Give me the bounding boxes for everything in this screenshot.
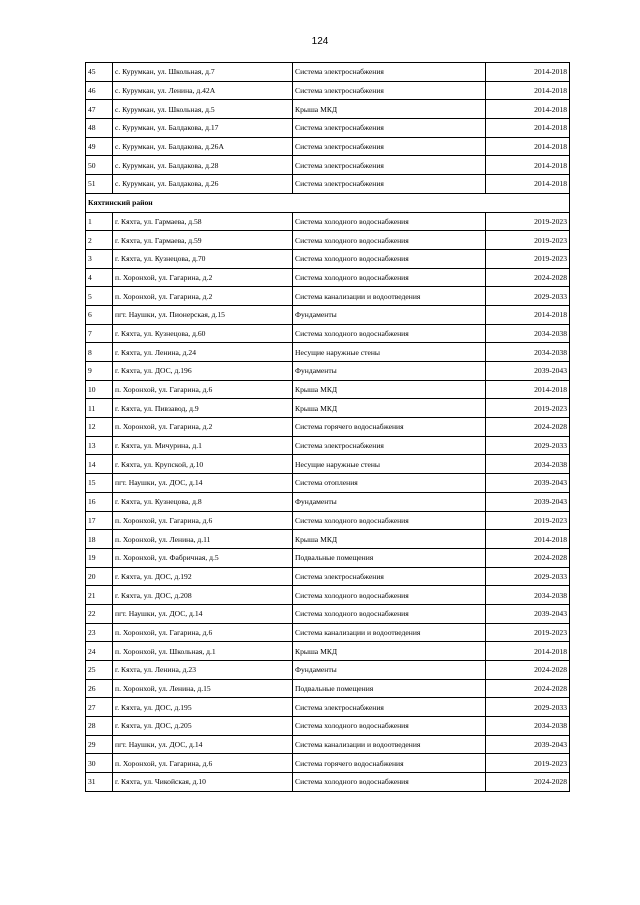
period-cell: 2039-2043 (486, 735, 570, 754)
system-cell: Система холодного водоснабжения (293, 511, 486, 530)
address-cell: п. Хоронхой, ул. Ленина, д.11 (113, 530, 293, 549)
period-cell: 2034-2038 (486, 586, 570, 605)
address-cell: п. Хоронхой, ул. Гагарина, д.2 (113, 287, 293, 306)
period-cell: 2019-2023 (486, 212, 570, 231)
address-cell: п. Хоронхой, ул. Гагарина, д.6 (113, 511, 293, 530)
period-cell: 2019-2023 (486, 231, 570, 250)
system-cell: Система холодного водоснабжения (293, 231, 486, 250)
period-cell: 2019-2023 (486, 754, 570, 773)
period-cell: 2019-2023 (486, 511, 570, 530)
table-row (86, 698, 570, 717)
table-row (86, 175, 570, 194)
address-cell: г. Кяхта, ул. Чикойская, д.10 (113, 773, 293, 792)
address-cell: п. Хоронхой, ул. Ленина, д.15 (113, 679, 293, 698)
period-cell: 2039-2043 (486, 362, 570, 381)
table-row (86, 754, 570, 773)
period-cell: 2039-2043 (486, 604, 570, 623)
system-cell: Система отопления (293, 474, 486, 493)
period-cell: 2034-2038 (486, 717, 570, 736)
period-cell: 2019-2023 (486, 249, 570, 268)
period-cell: 2024-2028 (486, 418, 570, 437)
table-row (86, 436, 570, 455)
table-row (86, 156, 570, 175)
period-cell: 2034-2038 (486, 324, 570, 343)
system-cell: Система электроснабжения (293, 567, 486, 586)
system-cell: Несущие наружные стены (293, 455, 486, 474)
system-cell: Система электроснабжения (293, 698, 486, 717)
row-number-cell: 17 (86, 511, 113, 530)
address-cell: п. Хоронхой, ул. Гагарина, д.6 (113, 623, 293, 642)
period-cell: 2014-2018 (486, 63, 570, 82)
system-cell: Система горячего водоснабжения (293, 418, 486, 437)
row-number-cell: 21 (86, 586, 113, 605)
address-cell: г. Кяхта, ул. Ленина, д.23 (113, 661, 293, 680)
table-row (86, 492, 570, 511)
address-cell: п. Хоронхой, ул. Гагарина, д.6 (113, 754, 293, 773)
address-cell: г. Кяхта, ул. Пивзавод, д.9 (113, 399, 293, 418)
row-number-cell: 2 (86, 231, 113, 250)
row-number-cell: 8 (86, 343, 113, 362)
period-cell: 2039-2043 (486, 492, 570, 511)
system-cell: Система электроснабжения (293, 137, 486, 156)
period-cell: 2024-2028 (486, 268, 570, 287)
row-number-cell: 23 (86, 623, 113, 642)
table-row (86, 455, 570, 474)
table-row (86, 773, 570, 792)
system-cell: Система холодного водоснабжения (293, 268, 486, 287)
address-cell: с. Курумкан, ул. Школьная, д.7 (113, 63, 293, 82)
period-cell: 2024-2028 (486, 548, 570, 567)
table-row (86, 380, 570, 399)
system-cell: Фундаменты (293, 362, 486, 381)
row-number-cell: 31 (86, 773, 113, 792)
system-cell: Система электроснабжения (293, 81, 486, 100)
period-cell: 2014-2018 (486, 530, 570, 549)
row-number-cell: 19 (86, 548, 113, 567)
address-cell: с. Курумкан, ул. Ленина, д.42А (113, 81, 293, 100)
system-cell: Система электроснабжения (293, 63, 486, 82)
address-cell: с. Курумкан, ул. Балдакова, д.26 (113, 175, 293, 194)
address-cell: пгт. Наушки, ул. ДОС, д.14 (113, 735, 293, 754)
row-number-cell: 49 (86, 137, 113, 156)
table-row (86, 63, 570, 82)
table-row (86, 717, 570, 736)
table-row (86, 567, 570, 586)
row-number-cell: 11 (86, 399, 113, 418)
address-cell: г. Кяхта, ул. ДОС, д.192 (113, 567, 293, 586)
address-cell: г. Кяхта, ул. Кузнецова, д.70 (113, 249, 293, 268)
row-number-cell: 47 (86, 100, 113, 119)
system-cell: Система канализации и водоотведения (293, 287, 486, 306)
system-cell: Подвальные помещения (293, 679, 486, 698)
row-number-cell: 20 (86, 567, 113, 586)
row-number-cell: 25 (86, 661, 113, 680)
system-cell: Фундаменты (293, 661, 486, 680)
address-cell: пгт. Наушки, ул. Пионерская, д.15 (113, 305, 293, 324)
system-cell: Крыша МКД (293, 380, 486, 399)
table-row (86, 343, 570, 362)
period-cell: 2024-2028 (486, 679, 570, 698)
table-row (86, 324, 570, 343)
address-cell: г. Кяхта, ул. Мичурина, д.1 (113, 436, 293, 455)
system-cell: Система холодного водоснабжения (293, 586, 486, 605)
row-number-cell: 6 (86, 305, 113, 324)
table-row (86, 474, 570, 493)
system-cell: Фундаменты (293, 305, 486, 324)
address-cell: пгт. Наушки, ул. ДОС, д.14 (113, 474, 293, 493)
period-cell: 2014-2018 (486, 119, 570, 138)
section-row (86, 193, 570, 212)
row-number-cell: 10 (86, 380, 113, 399)
period-cell: 2019-2023 (486, 399, 570, 418)
row-number-cell: 5 (86, 287, 113, 306)
period-cell: 2014-2018 (486, 642, 570, 661)
period-cell: 2024-2028 (486, 661, 570, 680)
system-cell: Несущие наружные стены (293, 343, 486, 362)
address-cell: п. Хоронхой, ул. Гагарина, д.2 (113, 268, 293, 287)
period-cell: 2034-2038 (486, 343, 570, 362)
row-number-cell: 3 (86, 249, 113, 268)
system-cell: Система канализации и водоотведения (293, 735, 486, 754)
table-row (86, 604, 570, 623)
table-row (86, 399, 570, 418)
address-cell: г. Кяхта, ул. ДОС, д.205 (113, 717, 293, 736)
row-number-cell: 50 (86, 156, 113, 175)
period-cell: 2014-2018 (486, 156, 570, 175)
table-row (86, 305, 570, 324)
address-cell: г. Кяхта, ул. Гармаева, д.59 (113, 231, 293, 250)
system-cell: Система холодного водоснабжения (293, 773, 486, 792)
period-cell: 2014-2018 (486, 380, 570, 399)
table-row (86, 548, 570, 567)
row-number-cell: 48 (86, 119, 113, 138)
row-number-cell: 13 (86, 436, 113, 455)
address-cell: с. Курумкан, ул. Балдакова, д.28 (113, 156, 293, 175)
address-cell: г. Кяхта, ул. Крупской, д.10 (113, 455, 293, 474)
row-number-cell: 30 (86, 754, 113, 773)
period-cell: 2029-2033 (486, 698, 570, 717)
address-cell: п. Хоронхой, ул. Гагарина, д.2 (113, 418, 293, 437)
row-number-cell: 51 (86, 175, 113, 194)
system-cell: Система канализации и водоотведения (293, 623, 486, 642)
period-cell: 2019-2023 (486, 623, 570, 642)
system-cell: Крыша МКД (293, 100, 486, 119)
row-number-cell: 26 (86, 679, 113, 698)
system-cell: Система холодного водоснабжения (293, 604, 486, 623)
row-number-cell: 15 (86, 474, 113, 493)
address-cell: г. Кяхта, ул. ДОС, д.196 (113, 362, 293, 381)
row-number-cell: 27 (86, 698, 113, 717)
row-number-cell: 14 (86, 455, 113, 474)
system-cell: Крыша МКД (293, 399, 486, 418)
table-row (86, 249, 570, 268)
period-cell: 2024-2028 (486, 773, 570, 792)
table-row (86, 679, 570, 698)
table-row (86, 735, 570, 754)
table-body (86, 63, 570, 792)
address-cell: с. Курумкан, ул. Балдакова, д.17 (113, 119, 293, 138)
row-number-cell: 12 (86, 418, 113, 437)
period-cell: 2039-2043 (486, 474, 570, 493)
system-cell: Система электроснабжения (293, 156, 486, 175)
system-cell: Система холодного водоснабжения (293, 324, 486, 343)
table-row (86, 530, 570, 549)
row-number-cell: 22 (86, 604, 113, 623)
address-cell: г. Кяхта, ул. Гармаева, д.58 (113, 212, 293, 231)
table-row (86, 586, 570, 605)
table-row (86, 137, 570, 156)
address-cell: п. Хоронхой, ул. Гагарина, д.6 (113, 380, 293, 399)
row-number-cell: 45 (86, 63, 113, 82)
table-row (86, 81, 570, 100)
row-number-cell: 28 (86, 717, 113, 736)
period-cell: 2029-2033 (486, 287, 570, 306)
address-cell: п. Хоронхой, ул. Школьная, д.1 (113, 642, 293, 661)
address-cell: г. Кяхта, ул. Кузнецова, д.8 (113, 492, 293, 511)
system-cell: Система холодного водоснабжения (293, 212, 486, 231)
address-cell: г. Кяхта, ул. ДОС, д.208 (113, 586, 293, 605)
row-number-cell: 1 (86, 212, 113, 231)
system-cell: Система холодного водоснабжения (293, 717, 486, 736)
row-number-cell: 9 (86, 362, 113, 381)
period-cell: 2014-2018 (486, 81, 570, 100)
period-cell: 2014-2018 (486, 305, 570, 324)
system-cell: Крыша МКД (293, 530, 486, 549)
repair-schedule-table (85, 62, 570, 792)
row-number-cell: 16 (86, 492, 113, 511)
system-cell: Система электроснабжения (293, 175, 486, 194)
row-number-cell: 24 (86, 642, 113, 661)
address-cell: п. Хоронхой, ул. Фабричная, д.5 (113, 548, 293, 567)
table-row (86, 212, 570, 231)
table-row (86, 119, 570, 138)
table-row (86, 642, 570, 661)
row-number-cell: 46 (86, 81, 113, 100)
system-cell: Система электроснабжения (293, 119, 486, 138)
system-cell: Система электроснабжения (293, 436, 486, 455)
period-cell: 2014-2018 (486, 175, 570, 194)
address-cell: с. Курумкан, ул. Школьная, д.5 (113, 100, 293, 119)
table-row (86, 418, 570, 437)
row-number-cell: 7 (86, 324, 113, 343)
address-cell: пгт. Наушки, ул. ДОС, д.14 (113, 604, 293, 623)
section-title: Кяхтинский район (86, 193, 570, 212)
table-row (86, 623, 570, 642)
address-cell: г. Кяхта, ул. Ленина, д.24 (113, 343, 293, 362)
system-cell: Фундаменты (293, 492, 486, 511)
address-cell: г. Кяхта, ул. ДОС, д.195 (113, 698, 293, 717)
table-row (86, 100, 570, 119)
system-cell: Система горячего водоснабжения (293, 754, 486, 773)
row-number-cell: 18 (86, 530, 113, 549)
address-cell: с. Курумкан, ул. Балдакова, д.26А (113, 137, 293, 156)
table-row (86, 268, 570, 287)
address-cell: г. Кяхта, ул. Кузнецова, д.60 (113, 324, 293, 343)
period-cell: 2029-2033 (486, 436, 570, 455)
page-number: 124 (311, 36, 329, 47)
table-row (86, 362, 570, 381)
period-cell: 2029-2033 (486, 567, 570, 586)
system-cell: Система холодного водоснабжения (293, 249, 486, 268)
table-row (86, 661, 570, 680)
period-cell: 2034-2038 (486, 455, 570, 474)
table-row (86, 231, 570, 250)
table-row (86, 287, 570, 306)
system-cell: Крыша МКД (293, 642, 486, 661)
period-cell: 2014-2018 (486, 137, 570, 156)
row-number-cell: 4 (86, 268, 113, 287)
table-row (86, 511, 570, 530)
period-cell: 2014-2018 (486, 100, 570, 119)
system-cell: Подвальные помещения (293, 548, 486, 567)
row-number-cell: 29 (86, 735, 113, 754)
